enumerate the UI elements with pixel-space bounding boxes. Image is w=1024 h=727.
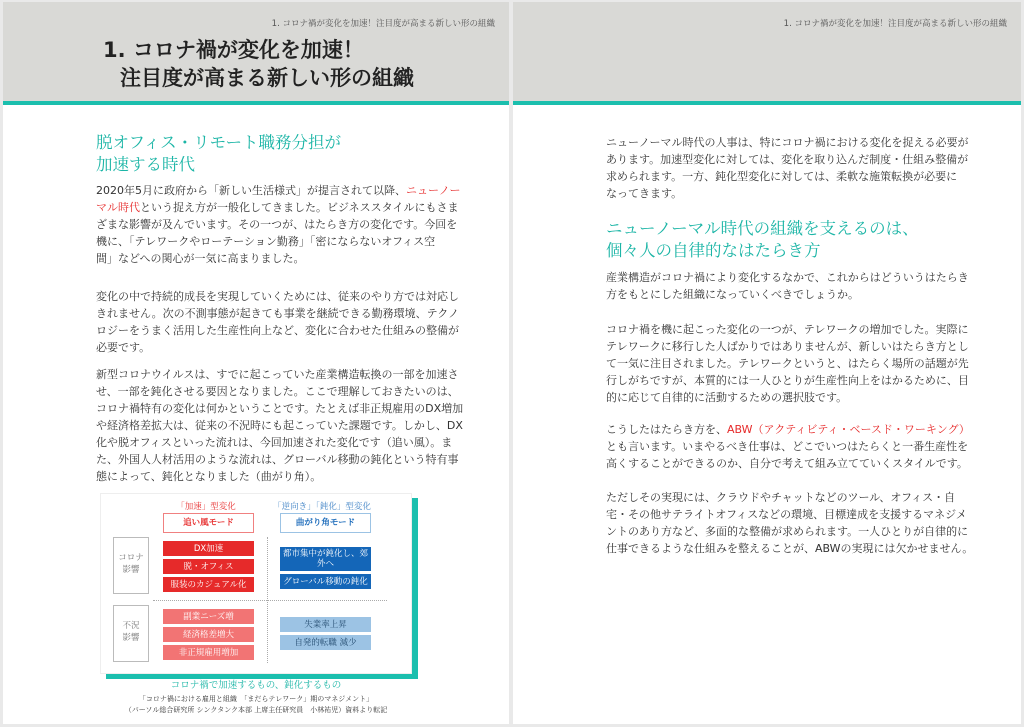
subheading-line: 加速する時代: [96, 155, 195, 174]
recession-slowed-item: 失業率上昇: [280, 617, 371, 632]
tailwind-mode-label: 追い風モード: [163, 513, 254, 533]
corner-mode-label: 曲がり角モード: [280, 513, 371, 533]
text-line: [606, 489, 973, 506]
text-segment: せ、一部を鈍化させる要因となりました。ここで理解しておきたいのは、: [96, 385, 459, 398]
paragraph: [606, 421, 970, 472]
highlight-text: マル時代: [96, 201, 140, 214]
running-head: 1. コロナ禍が変化を加速！注目度が高まる新しい形の組織: [783, 19, 1007, 29]
diagram-source-1: 「コロナ禍における雇用と組織 「まだらテレワーク」期のマネジメント」: [138, 695, 374, 703]
row-label-corona: コロナ 影響: [113, 537, 149, 594]
right-subheading: [606, 218, 919, 262]
highlight-text: ABW（アクティビティ・ベースド・ワーキング）: [727, 423, 970, 436]
paragraph: [606, 269, 969, 303]
text-segment: ロジーをうまく活用した生産性向上など、変化に合わせた仕組みの整備が: [96, 324, 459, 337]
text-segment: 仕事できるような仕組みを整えることが、ABWの実現には欠かせません。: [606, 542, 974, 555]
text-line: [606, 134, 968, 151]
title-line-2: 注目度が高まる新しい形の組織: [120, 66, 414, 90]
text-line: [606, 540, 973, 557]
text-segment: とも言います。いまやるべき仕事は、どこでいつはたらくと一番生産性を: [606, 440, 969, 453]
text-line: [96, 305, 459, 322]
paragraph: [606, 489, 973, 557]
paragraph: [96, 288, 459, 356]
text-segment: 2020年5月に政府から「新しい生活様式」が提言されて以降、: [96, 184, 406, 197]
text-line: [96, 400, 463, 417]
left-subheading: [96, 132, 341, 176]
paragraph: [96, 182, 460, 267]
text-line: [606, 355, 969, 372]
text-segment: ただしその実現には、クラウドやチャットなどのツール、オフィス・自: [606, 491, 956, 504]
page-title: [103, 36, 414, 92]
text-segment: 機に、「テレワークやローテーション勤務」「密にならないオフィス空: [96, 235, 436, 248]
text-line: [606, 389, 969, 406]
text-line: [96, 383, 463, 400]
text-segment: あります。加速型変化に対しては、変化を取り込んだ制度・仕組み整備が: [606, 153, 969, 166]
recession-accelerated-item: 非正規雇用増加: [163, 645, 254, 660]
slowed-change-item: 都市集中が鈍化し、郊外へ: [280, 547, 371, 571]
text-segment: て一気に注目されました。テレワークというと、はたらく場所の話題が先: [606, 357, 969, 370]
text-line: [96, 322, 459, 339]
text-segment: 必要です。: [96, 341, 151, 354]
right-page: [513, 2, 1021, 724]
text-segment: 産業構造がコロナ禍により変化するなかで、これからはどういうはたらき: [606, 271, 969, 284]
text-line: [96, 182, 460, 199]
col1-header: 「加速」型変化: [176, 502, 236, 512]
text-line: [606, 455, 970, 472]
subheading-line: ニューノーマル時代の組織を支えるのは、: [606, 219, 919, 238]
highlight-text: ニューノー: [406, 184, 461, 197]
text-segment: た、外国人人材活用のような流れは、グローバル移動の鈍化という特有事: [96, 453, 459, 466]
text-segment: ざまな影響が及んでいます。その一つが、はたらき方の変化です。今回を: [96, 218, 458, 231]
text-line: [606, 321, 969, 338]
text-segment: 宅・その他サテライトオフィスなどの環境、目標達成を支援するマネジメ: [606, 508, 967, 521]
text-segment: や経済格差拡大は、従来の不況時にも起こっていた課題です。しかし、DX: [96, 419, 463, 432]
text-segment: 方をもとにした組織になっていくべきでしょうか。: [606, 288, 859, 301]
paragraph: [606, 134, 968, 202]
text-line: [606, 286, 969, 303]
recession-accelerated-item: 副業ニーズ増: [163, 609, 254, 624]
text-line: [96, 451, 463, 468]
text-segment: 高くすることができるのか、自分で考えて組み立てていくスタイルです。: [606, 457, 968, 470]
text-segment: コロナ禍特有の変化は何かということです。たとえば非正規雇用のDX増加: [96, 402, 464, 415]
text-line: [606, 185, 968, 202]
row-label-recession: 不況 影響: [113, 605, 149, 662]
header-divider: [3, 101, 509, 105]
paragraph: [606, 321, 969, 406]
slowed-change-item: グローバル移動の鈍化: [280, 574, 371, 589]
vertical-divider: [267, 537, 268, 663]
diagram-source-2: （パーソル総合研究所 シンクタンク本部 上席主任研究員 小林祐児）資料より転記: [124, 706, 388, 714]
text-line: [606, 523, 973, 540]
recession-slowed-item: 自発的転職 減少: [280, 635, 371, 650]
accelerated-change-item: 脱・オフィス: [163, 559, 254, 574]
text-line: [96, 434, 463, 451]
text-segment: きれません。次の不測事態が起きても事業を継続できる勤務環境、テクノ: [96, 307, 459, 320]
text-line: [96, 339, 459, 356]
text-line: [606, 168, 968, 185]
text-segment: という捉え方が一般化してきました。ビジネススタイルにもさま: [140, 201, 459, 214]
text-line: [606, 438, 970, 455]
text-line: [96, 199, 460, 216]
text-segment: なってきます。: [606, 187, 683, 200]
left-page: [3, 2, 509, 724]
text-line: [96, 366, 463, 383]
text-line: [606, 269, 969, 286]
recession-accelerated-item: 経済格差増大: [163, 627, 254, 642]
accelerated-change-item: 服装のカジュアル化: [163, 577, 254, 592]
accelerated-change-item: DX加速: [163, 541, 254, 556]
title-line-1: 1. コロナ禍が変化を加速！: [103, 38, 364, 62]
paragraph: [96, 366, 463, 485]
text-line: [96, 288, 459, 305]
text-line: [606, 506, 973, 523]
horizontal-divider: [153, 600, 387, 601]
subheading-line: 個々人の自律的なはたらき方: [606, 241, 821, 260]
text-segment: 間」などへの関心が一気に高まりました。: [96, 252, 305, 265]
header-divider: [513, 101, 1021, 105]
diagram-caption: コロナ禍で加速するもの、鈍化するもの: [170, 680, 342, 691]
running-head: 1. コロナ禍が変化を加速！注目度が高まる新しい形の組織: [271, 19, 495, 29]
text-segment: コロナ禍を機に起こった変化の一つが、テレワークの増加でした。実際に: [606, 323, 969, 336]
text-segment: 行しがちですが、本質的には一人ひとりが生産性向上をはかるために、目: [606, 374, 969, 387]
text-line: [96, 250, 460, 267]
text-line: [96, 417, 463, 434]
subheading-line: 脱オフィス・リモート職務分担が: [96, 133, 342, 152]
text-segment: 化や脱オフィスといった流れは、今回加速された変化です（追い風）。ま: [96, 436, 453, 449]
text-segment: ントのあり方など、多面的な整備が求められます。一人ひとりが自律的に: [606, 525, 969, 538]
text-segment: こうしたはたらき方を、: [606, 423, 727, 436]
diagram: [100, 493, 412, 674]
text-line: [96, 216, 460, 233]
text-line: [606, 421, 970, 438]
text-segment: 新型コロナウイルスは、すでに起こっていた産業構造転換の一部を加速さ: [96, 368, 459, 381]
text-segment: テレワークに移行した人ばかりではありませんが、新しいはたらき方とし: [606, 340, 969, 353]
text-line: [606, 372, 969, 389]
text-segment: 態によって、鈍化となりました（曲がり角）。: [96, 470, 322, 483]
text-line: [606, 151, 968, 168]
text-segment: ニューノーマル時代の人事は、特にコロナ禍における変化を捉える必要が: [606, 136, 969, 149]
text-segment: 求められます。一方、鈍化型変化に対しては、柔軟な施策転換が必要に: [606, 170, 958, 183]
text-segment: 的に応じて自律的に活動するための選択肢です。: [606, 391, 848, 404]
text-segment: 変化の中で持続的成長を実現していくためには、従来のやり方では対応し: [96, 290, 459, 303]
text-line: [606, 338, 969, 355]
text-line: [96, 468, 463, 485]
text-line: [96, 233, 460, 250]
col2-header: 「逆向き」「鈍化」型変化: [273, 502, 371, 512]
